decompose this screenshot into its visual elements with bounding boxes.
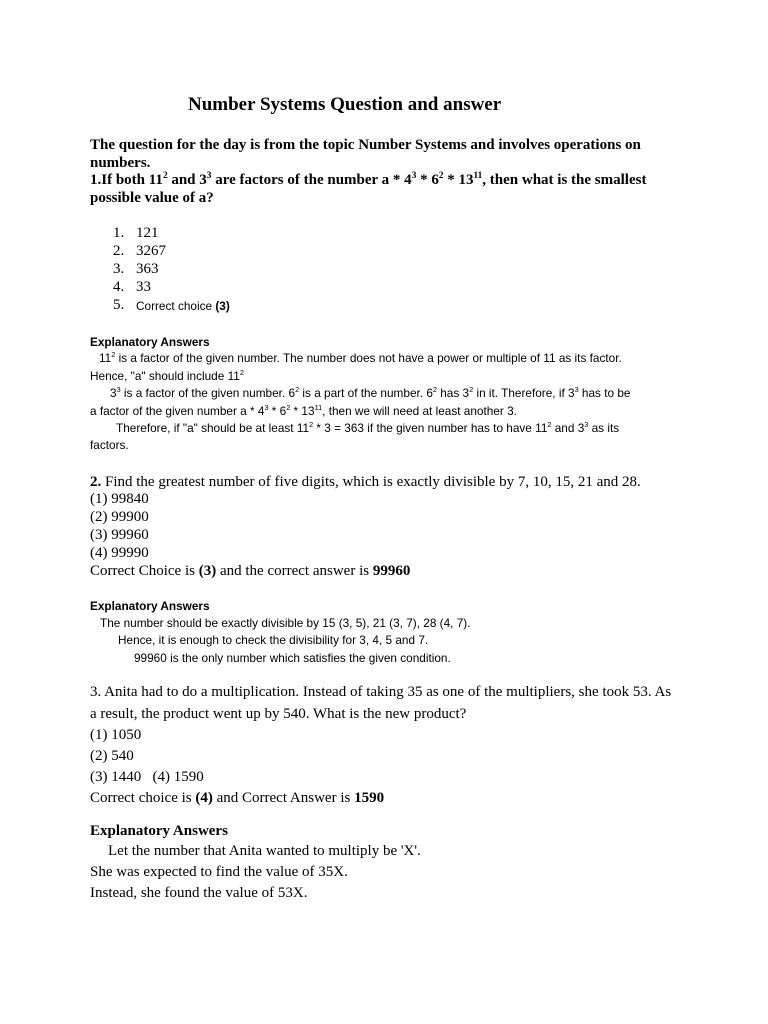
q1-option: 4. xyxy=(113,279,125,295)
q3-option: (1) 1050 xyxy=(90,727,142,743)
q1-option: 2. xyxy=(113,243,125,259)
q1-option-text: 3267 xyxy=(136,243,166,259)
q3-explain-line-1: Let the number that Anita wanted to multiply be 'X'. xyxy=(108,843,421,859)
q1-explain-line-2: Hence, "a" should include $11^2$ xyxy=(90,368,244,383)
q3-correct-answer: Correct choice is (4) and Correct Answer is 1590 xyxy=(90,790,385,806)
page-title: Number Systems Question and answer xyxy=(188,94,502,115)
q1-explain-line-5: Therefore, if "a" should be at least $11^2 * 3 = 363$ if the given number has to have $11^2$ and $3^3$ as its xyxy=(116,420,620,435)
q1-option: 1. xyxy=(113,225,125,241)
intro-line-1: The question for the day is from the topic Number Systems and involves operations on xyxy=(90,137,641,153)
q1-option-text: 121 xyxy=(136,225,159,241)
q1-explain-heading: Explanatory Answers xyxy=(90,335,210,349)
q2-explain-line-3: 99960 is the only number which satisfies the given condition. xyxy=(134,651,451,665)
q2-explain-line-2: Hence, it is enough to check the divisibility for 3, 4, 5 and 7. xyxy=(118,633,429,647)
q2-question: 2. Find the greatest number of five digits, which is exactly divisible by 7, 10, 15, 21 and 28. xyxy=(90,474,641,490)
q2-option: (3) 99960 xyxy=(90,527,149,543)
q3-explain-line-3: Instead, she found the value of 53X. xyxy=(90,885,308,901)
q1-explain-line-4: a factor of the given number a * $4^3 * 6^2 * 13^{11}$, then we will need at least another 3. xyxy=(90,403,517,418)
q3-option: (3) 1440 (4) 1590 xyxy=(90,769,204,785)
q1-explain-line-6: factors. xyxy=(90,438,129,452)
q1-question-line-2: possible value of a? xyxy=(90,190,214,206)
q1-explain-line-1: $11^2$ is a factor of the given number. The number does not have a power or multiple of 11 as its factor. xyxy=(99,350,622,365)
q2-option: (4) 99990 xyxy=(90,545,149,561)
q1-option: 3. xyxy=(113,261,125,277)
q1-option-text: 33 xyxy=(136,279,151,295)
q1-explain-line-3: $3^3$ is a factor of the given number. $6^2$ is a part of the number. $6^2$ has $3^2$ in it. Therefore, if $3^3$ has to be xyxy=(110,385,631,400)
q2-option: (2) 99900 xyxy=(90,509,149,525)
q3-question-line-2: a result, the product went up by 540. What is the new product? xyxy=(90,706,467,722)
q3-option: (2) 540 xyxy=(90,748,134,764)
q2-correct-answer: Correct Choice is (3) and the correct answer is 99960 xyxy=(90,563,411,579)
q3-explain-line-2: She was expected to find the value of 35X. xyxy=(90,864,348,880)
q1-option-text: 363 xyxy=(136,261,159,277)
q3-question-line-1: 3. Anita had to do a multiplication. Instead of taking 35 as one of the multipliers, she took 53. As xyxy=(90,684,672,700)
q1-correct-choice: Correct choice (3) xyxy=(136,299,230,313)
q2-explain-line-1: The number should be exactly divisible by 15 (3, 5), 21 (3, 7), 28 (4, 7). xyxy=(100,616,471,630)
q1-option: 5. xyxy=(113,297,125,313)
q3-explain-heading: Explanatory Answers xyxy=(90,823,228,839)
q1-question-line-1: 1.If both $11^2$ and $3^3$ are factors of the number a * $4^3 * 6^2 * 13^{11}$, then what is the smallest xyxy=(90,171,647,188)
intro-line-2: numbers. xyxy=(90,155,151,171)
q2-option: (1) 99840 xyxy=(90,491,149,507)
q2-explain-heading: Explanatory Answers xyxy=(90,599,210,613)
